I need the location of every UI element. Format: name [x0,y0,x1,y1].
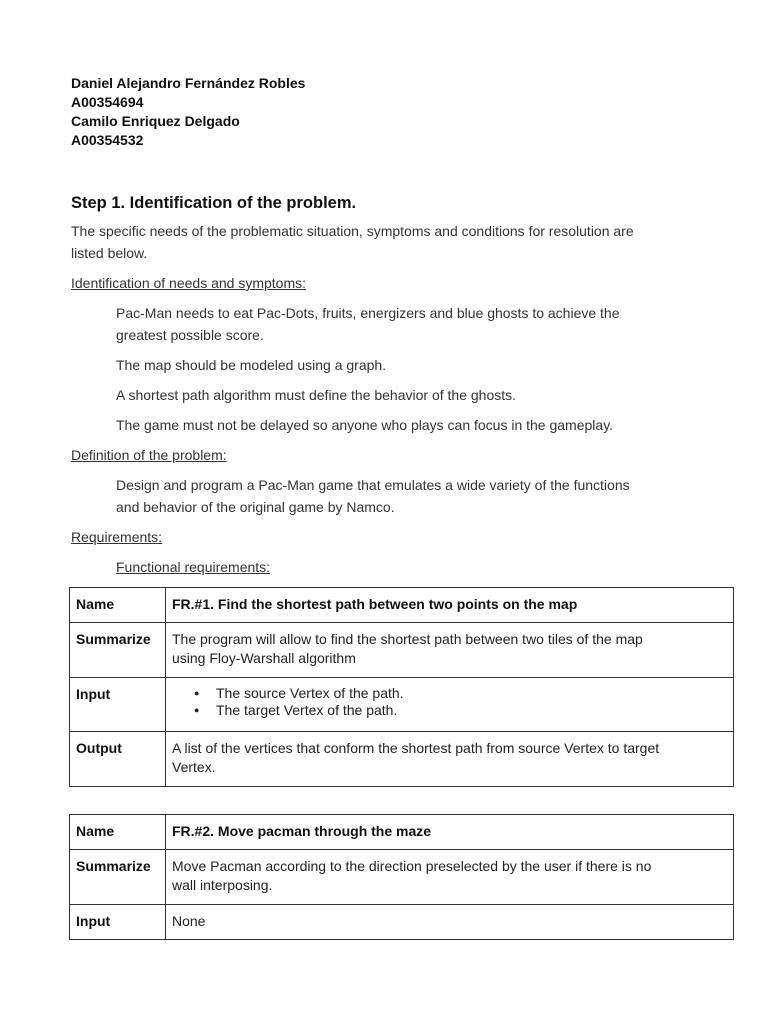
requirement-name: FR.#2. Move pacman through the maze [166,815,734,850]
requirement-table-fr1 [69,587,734,787]
author-block [71,74,305,150]
row-key: Summarize [70,850,166,905]
row-key: Input [70,905,166,940]
author-name: Daniel Alejandro Fernández Robles [71,75,306,91]
summary-line: Move Pacman according to the direction preselected by the user if there is no [172,858,652,874]
table-row [70,732,734,787]
need-line: greatest possible score. [116,327,264,343]
requirements-heading: Requirements: [71,529,163,545]
author-id: A00354532 [71,132,144,148]
output-line: A list of the vertices that conform the shortest path from source Vertex to target [172,740,660,756]
summary-line: The program will allow to find the shortest path between two tiles of the map [172,631,643,647]
row-key: Name [70,588,166,623]
requirement-name: FR.#1. Find the shortest path between two points on the map [166,588,734,623]
table-row [70,623,734,678]
need-item: The game must not be delayed so anyone who plays can focus in the gameplay. [116,417,614,433]
functional-requirements-heading: Functional requirements: [116,559,271,575]
need-item: The map should be modeled using a graph. [116,357,387,373]
need-line: Pac-Man needs to eat Pac-Dots, fruits, energizers and blue ghosts to achieve the [116,305,620,321]
requirement-output [166,732,734,787]
summary-line: using Floy-Warshall algorithm [172,650,356,666]
table-row [70,588,734,623]
definition-paragraph [116,474,696,518]
row-key: Output [70,732,166,787]
table-row [70,905,734,940]
needs-heading: Identification of needs and symptoms: [71,275,307,291]
list-item: ● The target Vertex of the path. [216,702,727,719]
list-item: ● The source Vertex of the path. [216,685,727,702]
need-item: A shortest path algorithm must define the behavior of the ghosts. [116,387,517,403]
definition-line: and behavior of the original game by Namco. [116,499,395,515]
intro-line: listed below. [71,245,148,261]
summary-line: wall interposing. [172,877,273,893]
need-item [116,302,696,346]
requirement-input: None [166,905,734,940]
input-list [172,685,727,719]
definition-line: Design and program a Pac-Man game that emulates a wide variety of the functions [116,477,630,493]
requirement-summary [166,850,734,905]
table-row [70,850,734,905]
requirement-table-fr2 [69,814,734,940]
output-line: Vertex. [172,759,216,775]
intro-paragraph [71,220,691,264]
requirement-summary [166,623,734,678]
definition-heading: Definition of the problem: [71,447,227,463]
table-row [70,815,734,850]
requirement-input [166,678,734,732]
row-key: Input [70,678,166,732]
intro-line: The specific needs of the problematic situation, symptoms and conditions for resolution are [71,223,634,239]
row-key: Summarize [70,623,166,678]
author-id: A00354694 [71,94,144,110]
row-key: Name [70,815,166,850]
author-name: Camilo Enriquez Delgado [71,113,240,129]
table-row [70,678,734,732]
step-title: Step 1. Identification of the problem. [71,194,357,212]
